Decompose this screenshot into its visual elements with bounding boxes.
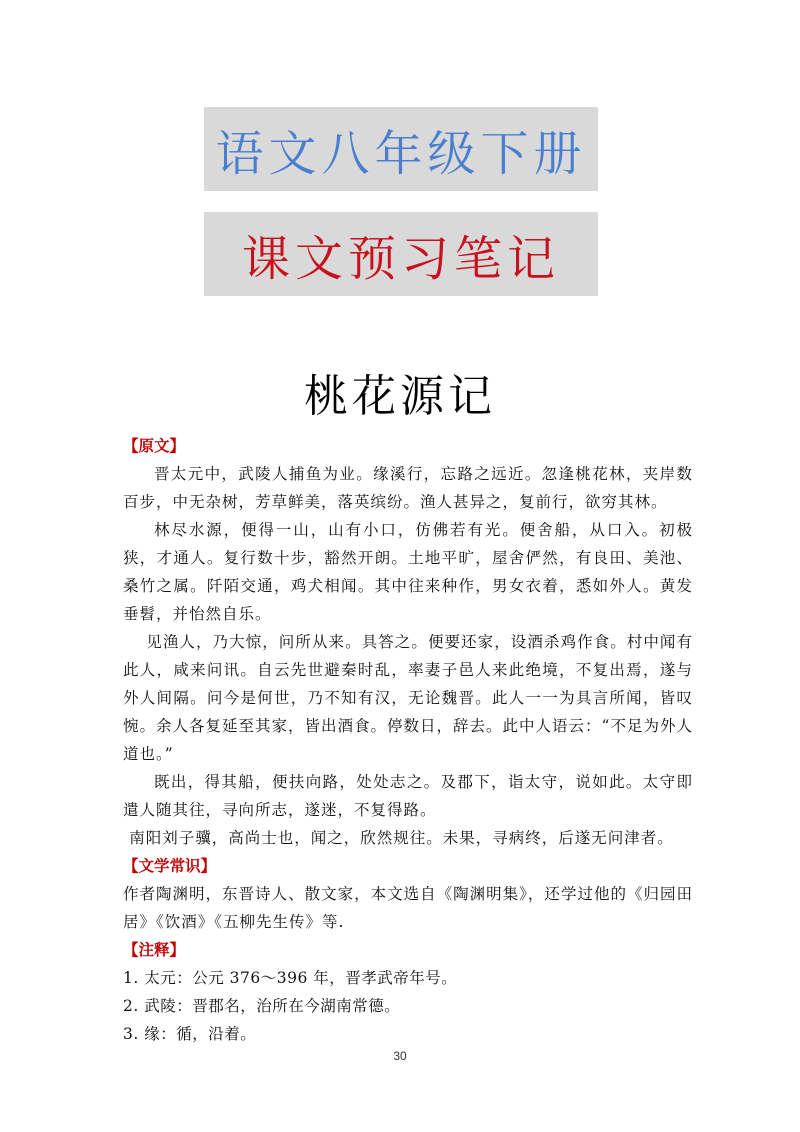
banner-title-grade-text: 语文八年级下册 (215, 125, 587, 182)
banner-title-notes-text: 课文预习笔记 (241, 230, 560, 287)
section-heading-original: 【原文】 (123, 436, 186, 455)
original-paragraph: 南阳刘子骥，高尚士也，闻之，欣然规往。未果，寻病终，后遂无问津者。 (129, 829, 674, 847)
banner-title-notes (204, 212, 598, 296)
note-item: 3. 缘：循，沿着。 (123, 1025, 257, 1043)
original-paragraph: 晋太元中，武陵人捕鱼为业。缘溪行，忘路之远近。忽逢桃花林，夹岸数百步，中无杂树，芳草鲜美，落英缤纷。渔人甚异之，复前行，欲穷其林。 (123, 465, 693, 511)
literary-knowledge-text: 作者陶渊明，东晋诗人、散文家，本文选自《陶渊明集》，还学过他的《归园田居》《饮酒》《五柳先生传》等. (123, 885, 693, 931)
note-item: 2. 武陵：晋郡名，治所在今湖南常德。 (123, 997, 401, 1015)
lesson-title: 桃花源记 (304, 371, 496, 422)
page-number: 30 (393, 1049, 407, 1063)
section-heading-notes: 【注释】 (123, 940, 186, 959)
original-paragraph: 见渔人，乃大惊，问所从来。具答之。便要还家，设酒杀鸡作食。村中闻有此人，咸来问讯。自云先世避秦时乱，率妻子邑人来此绝境，不复出焉，遂与外人间隔。问今是何世，乃不知有汉，无论魏晋。此人一一为具言所闻，皆叹惋。余人各复延至其家，皆出酒食。停数日，辞去。此中人语云：“不足为外人道也。” (123, 633, 693, 763)
original-paragraph: 林尽水源，便得一山，山有小口，仿佛若有光。便舍船，从口入。初极狭，才通人。复行数十步，豁然开朗。土地平旷，屋舍俨然，有良田、美池、桑竹之属。阡陌交通，鸡犬相闻。其中往来种作，男女衣着，悉如外人。黄发垂髫，并怡然自乐。 (123, 521, 693, 623)
banner-title-grade (204, 107, 598, 191)
original-paragraph: 既出，得其船，便扶向路，处处志之。及郡下，诣太守，说如此。太守即遣人随其往，寻向所志，遂迷，不复得路。 (123, 773, 693, 819)
section-heading-literary: 【文学常识】 (123, 856, 217, 875)
document-body (123, 432, 693, 1048)
note-item: 1. 太元：公元 376～396 年，晋孝武帝年号。 (123, 969, 458, 987)
